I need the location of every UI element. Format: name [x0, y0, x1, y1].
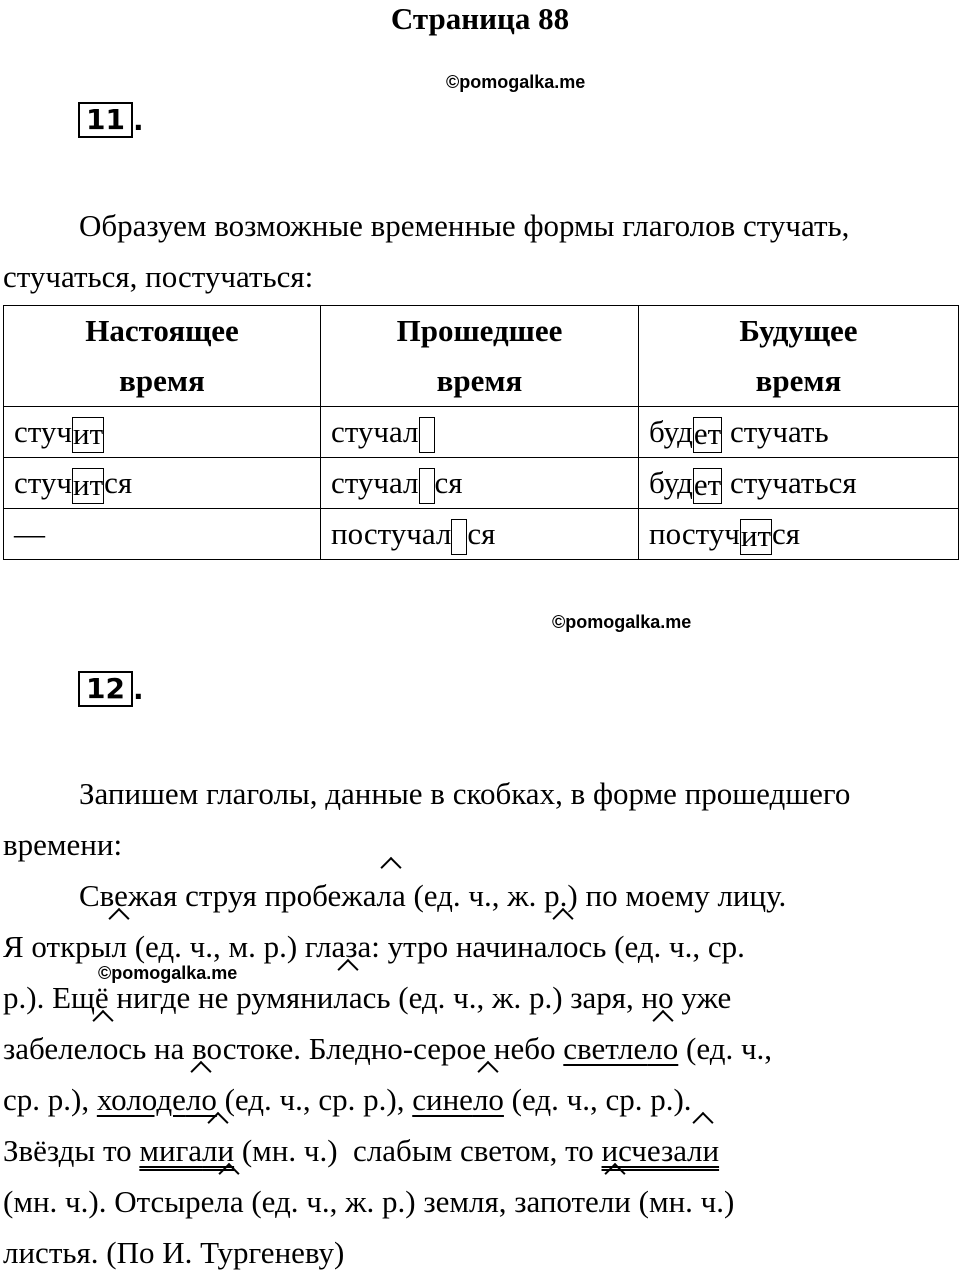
word-rest: ся: [772, 516, 801, 551]
word-stem: стучал: [331, 465, 419, 500]
column-header: [4, 306, 321, 407]
column-header: [639, 306, 959, 407]
underlined-stem: холоде: [96, 1082, 186, 1117]
text-line: [3, 1023, 958, 1074]
word-rest: стучаться: [722, 465, 857, 500]
column-header-line: Настоящее: [85, 313, 239, 348]
table-cell: [639, 509, 959, 560]
ending-mark: ли: [599, 1176, 631, 1227]
watermark: ©pomogalka.me: [446, 72, 586, 92]
ending-box: [419, 468, 435, 504]
table-cell: [321, 509, 639, 560]
text-segment: (ед. ч., ж. р.) земля, запоте: [243, 1184, 599, 1219]
underlined-ending: ло: [186, 1074, 217, 1125]
column-header-line: Прошедшее: [396, 313, 563, 348]
word-rest: стучать: [722, 414, 829, 449]
text-segment: (ед. ч., м. р.) глаза: утро начина: [126, 929, 548, 964]
word-stem: постуч: [649, 516, 740, 551]
ending-box: ит: [740, 517, 771, 553]
underlined-stem: светле: [563, 1031, 648, 1066]
text-segment: (мн. ч.). Отсыре: [3, 1184, 215, 1219]
word-rest: ся: [467, 516, 496, 551]
text-segment: (ед. ч., ср. р.).: [503, 1082, 692, 1117]
exercise-11-intro: [3, 200, 953, 302]
text-segment: р.). Ещё нигде не румяни: [3, 980, 334, 1015]
text-segment: ср. р.),: [3, 1082, 97, 1117]
column-header: [321, 306, 639, 407]
text-segment: сь (ед. ч., ср.: [578, 929, 745, 964]
exercise-12-intro: [3, 768, 953, 870]
text-segment: Свежая струя пробежа: [79, 878, 377, 913]
ending-box: [419, 417, 435, 453]
exercise-number-box: 12: [78, 671, 133, 707]
table-row: [4, 407, 959, 458]
watermark: ©pomogalka.me: [552, 612, 692, 632]
table-cell: [639, 407, 959, 458]
table-cell: [4, 407, 321, 458]
table-cell: [321, 407, 639, 458]
watermark: ©pomogalka.me: [98, 963, 238, 983]
table-row: [4, 509, 959, 560]
ending-box: [451, 519, 467, 555]
column-header-line: время: [755, 363, 842, 398]
exercise-11-number: [78, 102, 144, 138]
text-segment: забеле: [3, 1031, 88, 1066]
underlined-ending: ло: [647, 1023, 678, 1074]
exercise-12-number: [78, 671, 144, 707]
ending-box: ет: [693, 415, 722, 451]
word-stem: —: [14, 516, 45, 551]
word-stem: стучал: [331, 414, 419, 449]
text-line: [3, 1176, 958, 1227]
word-stem: стуч: [14, 465, 72, 500]
ending-box: ит: [73, 466, 104, 502]
text-segment: (мн. ч.): [630, 1184, 735, 1219]
table-cell: [639, 458, 959, 509]
ending-mark: л: [111, 921, 126, 972]
word-stem: буд: [649, 465, 693, 500]
text-segment: (ед. ч., ж. р.) по моему лицу.: [405, 878, 787, 913]
word-rest: ся: [104, 465, 133, 500]
text-segment: Я откры: [3, 929, 112, 964]
table-cell: [4, 458, 321, 509]
text-line: [3, 1227, 958, 1278]
text-line: [3, 870, 958, 921]
column-header-line: время: [436, 363, 523, 398]
text-segment: листья. (По И. Тургеневу): [3, 1235, 345, 1270]
text-line: [3, 1125, 958, 1176]
ending-mark: ло: [547, 921, 578, 972]
word-stem: постучал: [331, 516, 452, 551]
word-stem: стуч: [14, 414, 72, 449]
table-row: [4, 458, 959, 509]
table-cell: [4, 509, 321, 560]
text-segment: (ед. ч.,: [678, 1031, 773, 1066]
text-segment: (ед. ч., ср. р.),: [216, 1082, 413, 1117]
double-underlined-ending: ли: [202, 1125, 234, 1176]
text-segment: (мн. ч.) слабым светом, то: [234, 1133, 602, 1168]
ending-box: ит: [73, 415, 104, 451]
ending-mark: ла: [333, 972, 362, 1023]
double-underlined-ending: ли: [687, 1125, 719, 1176]
text-segment: сь (ед. ч., ж. р.) заря, но уже: [362, 980, 732, 1015]
underlined-ending: ло: [473, 1074, 504, 1125]
double-underlined-stem: исчеза: [601, 1133, 688, 1168]
exercise-number-dot: .: [132, 673, 144, 706]
text-segment: сь на востоке. Бледно-серое небо: [118, 1031, 564, 1066]
ending-mark: ла: [214, 1176, 243, 1227]
ending-mark: ло: [87, 1023, 118, 1074]
column-header-line: Будущее: [739, 313, 858, 348]
underlined-stem: сине: [412, 1082, 473, 1117]
text-line: [3, 1074, 958, 1125]
word-stem: буд: [649, 414, 693, 449]
ending-mark: ла: [376, 870, 405, 921]
column-header-line: время: [119, 363, 205, 398]
intro-paragraph: Запишем глаголы, данные в скобках, в форме прошедшего времени:: [3, 776, 851, 862]
text-segment: Звёзды то: [3, 1133, 140, 1168]
table-cell: [321, 458, 639, 509]
intro-paragraph: Образуем возможные временные формы глаголов стучать, стучаться, постучаться:: [3, 208, 850, 294]
tenses-table: [3, 305, 959, 560]
double-underlined-stem: мига: [139, 1133, 203, 1168]
word-rest: ся: [434, 465, 463, 500]
exercise-number-box: 11: [78, 102, 133, 138]
page-title: Страница 88: [390, 1, 570, 36]
exercise-12-text: [3, 870, 958, 1278]
ending-box: ет: [693, 466, 722, 502]
exercise-number-dot: .: [132, 104, 144, 137]
